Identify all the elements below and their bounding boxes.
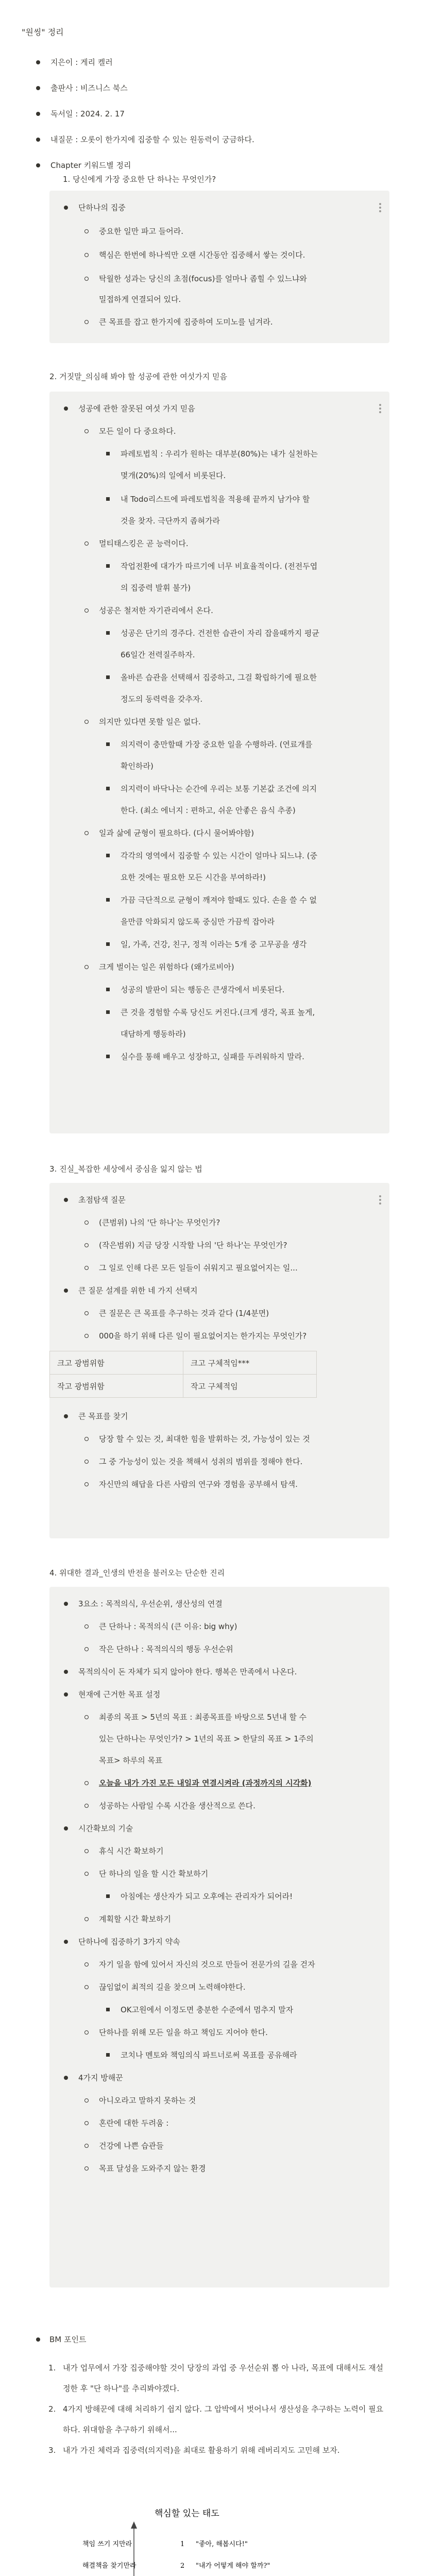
list-item: 건강에 나쁜 습관들 bbox=[99, 2139, 163, 2153]
more-options-icon[interactable] bbox=[379, 203, 381, 212]
list-item-continued: 66일간 전력질주하자. bbox=[121, 650, 195, 659]
list-item: 휴식 시간 확보하기 bbox=[99, 1844, 163, 1858]
list-item: 혼란에 대한 두려움 : bbox=[99, 2116, 168, 2130]
list-item: 의지력이 충만할때 가장 중요한 일을 수행하라. (연료개를 bbox=[121, 738, 313, 751]
book-meta-list bbox=[36, 49, 397, 178]
list-item-continued: 몇개(20%)의 일에서 비롯된다. bbox=[121, 471, 226, 480]
list-item: OK고원에서 이정도면 충분한 수준에서 멈추지 말자 bbox=[121, 2003, 293, 2016]
section-3-heading: 3. 진실_복잡한 세상에서 중심을 잃지 않는 법 bbox=[49, 1164, 202, 1174]
list-item: 3. 내가 가진 체력과 집중력(의지력)을 최대로 활용하기 위해 레버리지도 고민해 보자. bbox=[48, 2446, 340, 2455]
list-item: 자기 일을 함에 있어서 자신의 것으로 만들어 전문가의 길을 걷자 bbox=[99, 1958, 315, 1971]
list-item: 단하나의 집중 bbox=[78, 201, 126, 214]
list-item: 끊임없이 최적의 길을 찾으며 노력해야한다. bbox=[99, 1980, 246, 1994]
list-item: 그 일로 인해 다른 모든 일들이 쉬워지고 필요없어지는 일... bbox=[99, 1261, 298, 1275]
list-item-continued: 있는 단하나는 무엇인가? > 1년의 목표 > 한달의 목표 > 1주의 bbox=[99, 1734, 314, 1743]
list-item-continued: 대담하게 행동하라) bbox=[121, 1029, 186, 1039]
list-item: 시간확보의 기술 bbox=[78, 1822, 133, 1835]
list-item-continued: 확인하라) bbox=[121, 761, 154, 771]
table-cell: 작고 구체적임 bbox=[183, 1375, 317, 1398]
bm-point-title: BM 포인트 bbox=[49, 2335, 87, 2344]
list-item: 현재에 근거한 목표 설정 bbox=[78, 1688, 160, 1701]
list-item: 성공의 발판이 되는 행동은 큰생각에서 비롯된다. bbox=[121, 983, 284, 996]
list-item: 당장 할 수 있는 것, 최대한 힘을 발휘하는 것, 가능성이 있는 것 bbox=[99, 1432, 310, 1446]
section-2-heading: 2. 거짓말_의심해 봐야 할 성공에 관한 여섯가지 믿음 bbox=[49, 372, 227, 381]
list-item: 단하나를 위해 모든 일을 하고 책임도 지어야 한다. bbox=[99, 2026, 268, 2039]
table-row bbox=[50, 1375, 317, 1398]
table-cell: 크고 광범위함 bbox=[50, 1351, 183, 1375]
sketch-top-items bbox=[82, 2540, 309, 2576]
list-item-continued: 요한 것에는 필요한 모든 시간을 부여하라!) bbox=[121, 873, 266, 882]
list-item: 중요한 일만 파고 들어라. bbox=[99, 225, 183, 238]
list-item: (작은범위) 지금 당장 시작할 나의 '단 하나'는 무엇인가? bbox=[99, 1239, 287, 1252]
list-item: 크게 벌이는 일은 위험하다 (왜가로비아) bbox=[99, 960, 234, 974]
arrow-up-icon bbox=[131, 2521, 137, 2529]
list-item-continued: 을만큼 악화되지 않도록 중심만 가끔씩 잡아라 bbox=[121, 917, 275, 926]
bm-point-list bbox=[48, 2358, 387, 2461]
list-item: 성공은 단기의 경주다. 건전한 습관이 자리 잡을때까지 평균 bbox=[121, 626, 319, 640]
sketch-item-number: 1 bbox=[180, 2540, 185, 2548]
list-item: 아침에는 생산자가 되고 오후에는 관리자가 되어라! bbox=[121, 1890, 293, 1903]
list-item: 가끔 극단적으로 균형이 깨져야 할때도 있다. 손을 쓸 수 없 bbox=[121, 893, 317, 907]
list-item: 목적의식이 돈 자체가 되지 않아야 한다. 행복은 만족에서 나온다. bbox=[78, 1665, 297, 1679]
list-item: 파레토법칙 : 우리가 원하는 대부분(80%)는 내가 실천하는 bbox=[121, 447, 318, 461]
list-item: 2. 4가지 방해꾼에 대해 처리하기 쉽지 않다. 그 압박에서 벗어나서 생산성을 추구하는 노력이 필요하다. 위대함을 추구하기 위해서... bbox=[48, 2404, 384, 2434]
list-item-continued: 정도의 동력력을 갖추자. bbox=[121, 694, 203, 704]
attitude-ladder-sketch bbox=[77, 2504, 366, 2576]
list-item: 큰 목표를 찾기 bbox=[78, 1410, 128, 1423]
sketch-item-label: 해결책을 찾기만라 bbox=[82, 2562, 137, 2570]
list-item: 의지력이 바닥나는 순간에 우리는 보통 기본값 조건에 의지 bbox=[121, 782, 317, 795]
list-item: 큰 목표를 잡고 한가지에 집중하여 도미노를 넘겨라. bbox=[99, 315, 273, 329]
list-item: 작은 단하나 : 목적의식의 행동 우선순위 bbox=[99, 1642, 233, 1656]
list-item: 초점탐색 질문 bbox=[78, 1193, 126, 1207]
list-item-continued: 밀접하게 연결되어 있다. bbox=[99, 295, 181, 304]
meta-item-author: 지은이 : 게리 켈러 bbox=[36, 49, 397, 75]
list-item: 1. 내가 업무에서 가장 집중해야할 것이 당장의 과업 중 우선순위 뽑 아 나라, 목표에 대해서도 재설정한 후 "단 하나"를 추리봐야겠다. bbox=[48, 2363, 384, 2393]
list-item: 000을 하기 위해 다른 일이 필요없어지는 한가지는 무엇인가? bbox=[99, 1329, 306, 1343]
table-cell: 작고 광범위함 bbox=[50, 1375, 183, 1398]
list-item: 일과 삶에 균형이 필요하다. (다시 물어봐야함) bbox=[99, 826, 254, 840]
list-item: 핵심은 한번에 하나씩만 오랜 시간동안 집중해서 쌓는 것이다. bbox=[99, 248, 305, 262]
list-item: 그 중 가능성이 있는 것을 책해서 성취의 범위를 정해야 한다. bbox=[99, 1455, 302, 1468]
list-item: 탁월한 성과는 당신의 초점(focus)를 얼마나 좁힐 수 있느냐와 bbox=[99, 272, 307, 285]
more-options-icon[interactable] bbox=[379, 404, 381, 413]
list-item: 자신만의 해답을 다른 사람의 연구와 경험을 공부해서 탐색. bbox=[99, 1478, 298, 1491]
meta-item-publisher: 출판사 : 비즈니스 북스 bbox=[36, 75, 397, 101]
list-item: 멀티태스킹은 곧 능력이다. bbox=[99, 537, 189, 550]
list-item: 작업전환에 대가가 따르기에 너무 비효율적이다. (전전두엽 bbox=[121, 560, 317, 573]
section-2-callout bbox=[49, 392, 389, 1133]
section-1-heading: 1. 당신에게 가장 중요한 단 하나는 무엇인가? bbox=[63, 175, 216, 184]
section-4-callout bbox=[49, 1587, 389, 2287]
sketch-item-number: 2 bbox=[180, 2562, 185, 2570]
question-quadrant-table bbox=[49, 1351, 317, 1398]
meta-item-my-question: 내질문 : 오롯이 한가지에 집중할 수 있는 원동력이 궁금하다. bbox=[36, 127, 397, 152]
list-item-continued: 의 집중력 발휘 불가) bbox=[121, 583, 191, 592]
list-item: 4가지 방해꾼 bbox=[78, 2071, 123, 2084]
page-title: "원씽" 정리 bbox=[22, 27, 64, 37]
list-item: 성공에 관한 잘못된 여섯 가지 믿음 bbox=[78, 402, 195, 415]
list-item: 코치나 멘토와 책임의식 파트너로써 목표를 공유해라 bbox=[121, 2048, 297, 2062]
list-item: (큰범위) 나의 '단 하나'는 무엇인가? bbox=[99, 1216, 220, 1229]
list-item: 큰 질문은 큰 목표를 추구하는 것과 같다 (1/4분면) bbox=[99, 1307, 269, 1320]
section-3-callout bbox=[49, 1183, 389, 1538]
list-item: 3요소 : 목적의식, 우선순위, 생산성의 연결 bbox=[78, 1597, 223, 1611]
list-item: 일, 가족, 건강, 친구, 정적 이라는 5개 중 고무공을 생각 bbox=[121, 938, 306, 951]
list-item-continued: 것을 찾자. 극단까지 좁혀가라 bbox=[121, 516, 220, 526]
section-4-heading: 4. 위대한 결과_인생의 반전을 불러오는 단순한 진리 bbox=[49, 1568, 225, 1578]
list-item: 의지만 있다면 못할 일은 없다. bbox=[99, 715, 201, 728]
sketch-top-label: 핵심할 있는 태도 bbox=[155, 2509, 219, 2519]
list-item: 내 Todo리스트에 파레토법칙을 적용해 끝까지 남가야 할 bbox=[121, 493, 310, 506]
list-item-continued: 한다. (최소 에너지 : 편하고, 쉬운 안좋은 음식 추종) bbox=[121, 806, 296, 815]
list-item: 실수를 통해 배우고 성장하고, 실패를 두려워하지 말라. bbox=[121, 1050, 304, 1063]
list-item: 최종의 목표 > 5년의 목표 : 최종목표를 바탕으로 5년내 할 수 bbox=[99, 1710, 306, 1724]
table-row bbox=[50, 1351, 317, 1375]
list-item: 단하나에 집중하기 3가지 약속 bbox=[78, 1935, 180, 1948]
sketch-item-label: 책임 쓰기 지만라 bbox=[82, 2540, 132, 2548]
list-item: 모든 일이 다 중요하다. bbox=[99, 425, 176, 438]
list-item: 큰 질문 설계를 위한 네 가지 선택지 bbox=[78, 1284, 197, 1297]
list-item: 단 하나의 일을 할 시간 확보하기 bbox=[99, 1867, 208, 1880]
list-item: 목표 달성을 도와주지 않는 환경 bbox=[99, 2162, 206, 2175]
meta-item-chapter-keywords: Chapter 키워드별 정리 bbox=[36, 152, 397, 178]
list-item: 큰 단하나 : 목적의식 (큰 이유: big why) bbox=[99, 1620, 237, 1633]
list-item: 계획할 시간 확보하기 bbox=[99, 1912, 171, 1926]
sketch-item-quote: "좋아, 해봅시다!" bbox=[196, 2540, 248, 2548]
list-item: 성공은 철저한 자기관리에서 온다. bbox=[99, 604, 213, 617]
list-item-continued: 목표> 하루의 목표 bbox=[99, 1756, 163, 1765]
list-item: 올바른 습관을 선택해서 집중하고, 그걸 확립하기에 필요한 bbox=[121, 671, 317, 684]
meta-item-read-date: 독서일 : 2024. 2. 17 bbox=[36, 101, 397, 127]
list-item: 성공하는 사람일 수록 시간을 생산적으로 쓴다. bbox=[99, 1799, 255, 1812]
list-item: 각각의 영역에서 집중할 수 있는 시간이 얼마나 되느냐. (중 bbox=[121, 849, 317, 862]
sketch-item-quote: "내가 어떻게 해야 할까?" bbox=[196, 2562, 270, 2570]
more-options-icon[interactable] bbox=[379, 1195, 381, 1205]
list-item: 오늘을 내가 가진 모든 내일과 연결시켜라 (과정까지의 시각화) bbox=[99, 1776, 312, 1790]
table-cell: 크고 구체적임*** bbox=[183, 1351, 317, 1375]
list-item: 큰 것을 경험할 수록 당신도 커진다.(크게 생각, 목표 높게, bbox=[121, 1006, 315, 1019]
section-1-callout bbox=[49, 191, 389, 343]
list-item: 아니오라고 말하지 못하는 것 bbox=[99, 2094, 196, 2107]
